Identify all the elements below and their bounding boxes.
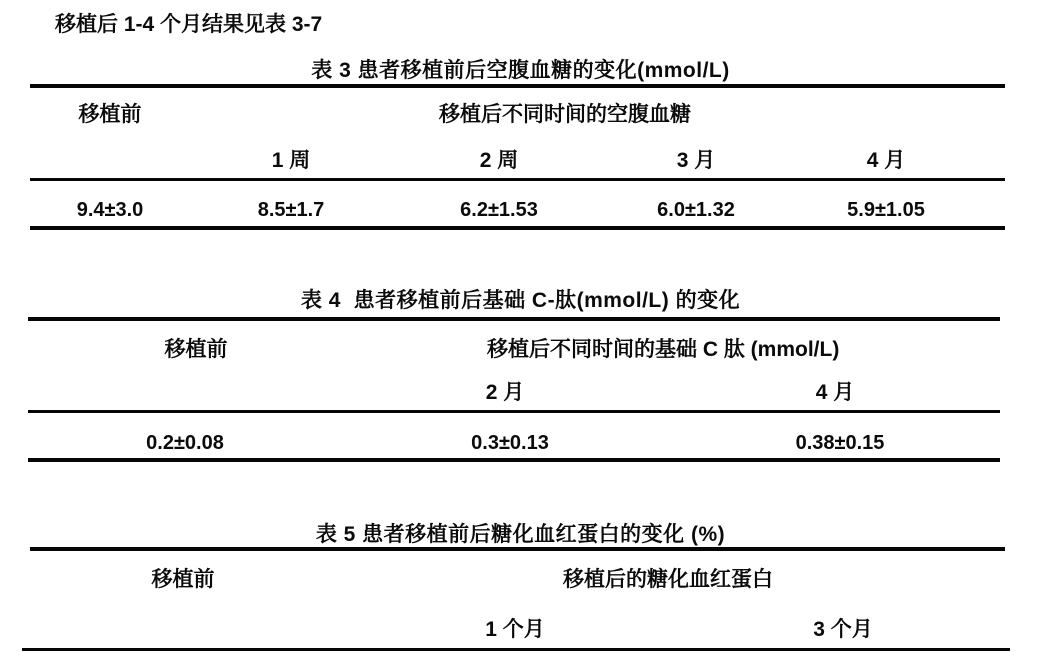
table4-pre-transplant-header: 移植前 (164, 338, 228, 361)
table3-subheader-month3: 3 月 (676, 149, 716, 172)
table3-pre-transplant-header: 移植前 (78, 103, 142, 126)
table5-subheader-month3: 3 个月 (813, 618, 873, 641)
table4-bottom-rule (28, 458, 1000, 462)
table5-title: 表 5 患者移植前后糖化血红蛋白的变化 (%) (315, 523, 726, 546)
table4-title: 表 4 患者移植前后基础 C-肽(mmol/L) 的变化 (300, 289, 741, 312)
table4-value-month2: 0.3±0.13 (471, 432, 549, 454)
table3-value-month3: 6.0±1.32 (657, 199, 735, 221)
table3-value-pre: 9.4±3.0 (76, 199, 144, 221)
table4-header-rule (28, 410, 1000, 413)
table3-subheader-week1: 1 周 (271, 149, 311, 172)
table5-subheader-month1: 1 个月 (485, 618, 545, 641)
table3-header-rule (30, 178, 1005, 181)
table3-bottom-rule (30, 226, 1005, 230)
table4-subheader-month4: 4 月 (815, 381, 855, 404)
table3-value-week1: 8.5±1.7 (257, 199, 325, 221)
table4-subheader-month2: 2 月 (485, 381, 525, 404)
table3-title: 表 3 患者移植前后空腹血糖的变化(mmol/L) (311, 59, 730, 82)
table5-span-header: 移植后的糖化血红蛋白 (563, 568, 773, 591)
table3-subheader-month4: 4 月 (866, 149, 906, 172)
table3-value-month4: 5.9±1.05 (847, 199, 925, 221)
table3-top-rule (30, 84, 1005, 88)
table5-top-rule (30, 547, 1005, 551)
table3-subheader-week2: 2 周 (479, 149, 519, 172)
table5-pre-transplant-header: 移植前 (151, 568, 215, 591)
table4-span-header: 移植后不同时间的基础 C 肽 (mmol/L) (487, 338, 840, 361)
table3-span-header: 移植后不同时间的空腹血糖 (439, 103, 691, 126)
table5-header-rule (22, 648, 1010, 651)
table4-value-pre: 0.2±0.08 (146, 432, 224, 454)
table3-value-week2: 6.2±1.53 (460, 199, 538, 221)
intro-text: 移植后 1-4 个月结果见表 3-7 (55, 13, 323, 36)
table4-value-month4: 0.38±0.15 (795, 432, 885, 454)
table4-top-rule (28, 317, 1000, 321)
